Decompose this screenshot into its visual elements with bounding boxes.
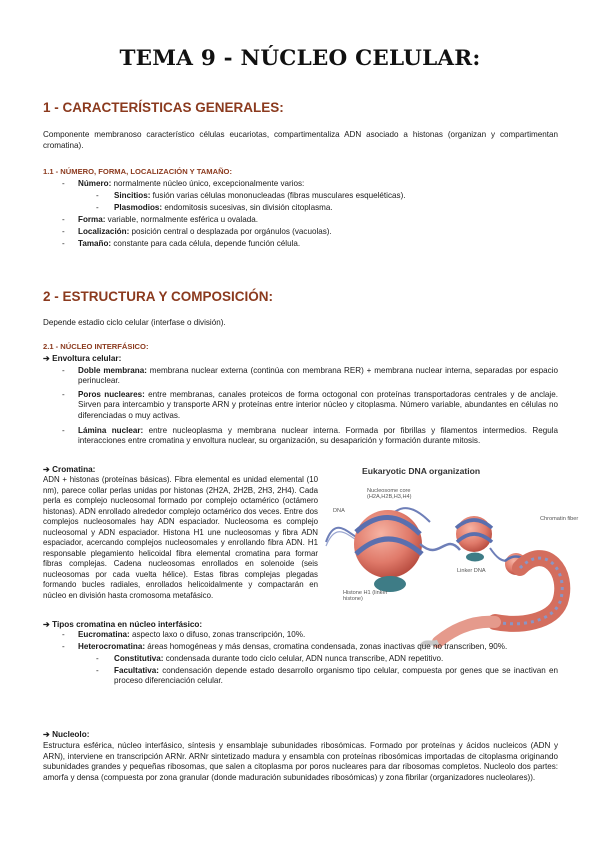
bullet-dash: - — [96, 203, 99, 212]
section-1-1-heading: 1.1 - NÚMERO, FORMA, LOCALIZACIÓN Y TAMAÑO: — [43, 167, 232, 176]
bullet-dash: - — [62, 426, 65, 435]
figure-label-nucleosome: Nucleosome core (H2A,H2B,H3,H4) — [367, 488, 412, 501]
item-doble-membrana: Doble membrana: membrana nuclear externa (continúa con membrana RER) + membrana nuclear interna, separadas por espacio perinuclear. — [78, 366, 558, 386]
item-eucromatina: Eucromatina: aspecto laxo o difuso, zonas transcripción, 10%. — [78, 630, 306, 639]
envoltura-heading: ➔ Envoltura celular: — [43, 354, 122, 363]
item-sincitios: Sincitios: fusión varias células mononucleadas (fibras musculares esqueléticas). — [114, 191, 406, 200]
bullet-dash: - — [62, 227, 65, 236]
figure-label-chromatin: Chromatin fiber — [540, 516, 579, 522]
item-numero: Número: normalmente núcleo único, excepcionalmente varios: — [78, 179, 305, 188]
nucleolo-text: Estructura esférica, núcleo interfásico, síntesis y ensamblaje subunidades ribosómicas. Formado por proteínas y ácidos nucleicos (ADN y ARN), interviene en transcripción ARNr. ARNr sintetizado madura y ensambla con proteínas ribosómicas importadas de citoplasma originando subunidades grandes y pequeñas ribosomas, que salen a citoplasma por poros nucleares para dar ribosomas completos. Nucleolo dos partes: amorfa y densa (compuesta por zona granular (donde maduración subunidades ribosómicas) y zona fibrilar (organizadores nucleolares)). — [43, 741, 558, 782]
dna-organization-figure — [320, 462, 578, 648]
tipos-heading: ➔ Tipos cromatina en núcleo interfásico: — [43, 620, 203, 629]
bullet-dash: - — [96, 191, 99, 200]
bullet-dash: - — [62, 239, 65, 248]
item-poros-nucleares: Poros nucleares: entre membranas, canales proteicos de forma octogonal con proteínas transportadoras centrales y de anclaje. Sirven para intercambio y transporte ARN y proteínas entre interior núcleo y citoplasma. Número variable, abundantes en células no diferenciadas o muy activas. — [78, 390, 558, 420]
section-2-1-heading: 2.1 - NÚCLEO INTERFÁSICO: — [43, 342, 149, 351]
item-lamina-nuclear: Lámina nuclear: entre nucleoplasma y membrana nuclear interna. Formada por fibrillas y filamentos intermedios. Regula interacciones entre cromatina y envoltura nuclear, su organización, su desaparición y formación durante mitosis. — [78, 426, 559, 446]
item-facultativa: Facultativa: condensación depende estado desarrollo organismo tipo celular, compuesta por genes que se inactivan en proceso diferenciación celular. — [114, 666, 558, 686]
bullet-dash: - — [62, 215, 65, 224]
item-constitutiva: Constitutiva: condensada durante todo ciclo celular, ADN nunca transcribe, ADN repetitivo. — [114, 654, 444, 663]
bullet-dash: - — [62, 179, 65, 188]
section-2-intro: Depende estadio ciclo celular (interfase o división). — [43, 318, 226, 327]
cromatina-text: ADN + histonas (proteínas básicas). Fibra elemental es unidad elemental (10 nm), parece collar perlas unidas por histonas (2H2A, 2H2B, 2H3, 2H4). Cada perla es complejo nucleosomal formado por complejo octamérico (octámero histonas). ADN enrollado alrededor complejo octamérico dos veces. Entre dos complejos nucleosomales hay ADN espaciador. Nucleosoma es complejo nucleosomal y ADN espaciador. Histona H1 une nucleosomas y fibra ADN espaciador, acercando complejos nucleosomales y enrollando fibra ADN. H1 responsable plegamiento helicoidal fibra elemental cromatina para formar fibras complejas. Cadena nucleosomas enrollados en solenoide (seis nucleosomas por cada vuelta hélice). Estas fibras complejas plegadas formando bucles radiales, enrollados helicoidalmente y compactarán en núcleo en división hasta cromosoma metafásico. — [43, 475, 318, 600]
item-forma: Forma: variable, normalmente esférica u ovalada. — [78, 215, 258, 224]
bullet-dash: - — [62, 366, 65, 375]
bullet-dash: - — [96, 654, 99, 663]
section-1-heading: 1 - CARACTERÍSTICAS GENERALES: — [43, 100, 284, 115]
cromatina-heading: ➔ Cromatina: — [43, 465, 96, 474]
bullet-dash: - — [96, 666, 99, 675]
section-1-intro: Componente membranoso característico células eucariotas, compartimentaliza ADN asociado a histonas (organizan y compartimentan cromatina). — [43, 130, 558, 150]
page-title: TEMA 9 - NÚCLEO CELULAR: — [119, 46, 481, 71]
section-2-heading: 2 - ESTRUCTURA Y COMPOSICIÓN: — [43, 289, 274, 304]
item-plasmodios: Plasmodios: endomitosis sucesivas, sin división citoplasma. — [114, 203, 333, 212]
nucleolo-heading: ➔ Nucleolo: — [43, 730, 90, 739]
item-heterocromatina: Heterocromatina: áreas homogéneas y más densas, cromatina condensada, zonas inactivas que no transcriben, 90%. — [78, 642, 508, 651]
bullet-dash: - — [62, 630, 65, 639]
figure-title: Eukaryotic DNA organization — [362, 466, 481, 476]
figure-label-dna: DNA — [333, 508, 345, 514]
item-localizacion: Localización: posición central o desplazada por orgánulos (vacuolas). — [78, 227, 332, 236]
figure-label-linker: Linker DNA — [457, 568, 486, 574]
figure-label-histone: Histone H1 (linker histone) — [343, 590, 388, 603]
bullet-dash: - — [62, 642, 65, 651]
item-tamano: Tamaño: constante para cada célula, depende función célula. — [78, 239, 301, 248]
bullet-dash: - — [62, 390, 65, 399]
